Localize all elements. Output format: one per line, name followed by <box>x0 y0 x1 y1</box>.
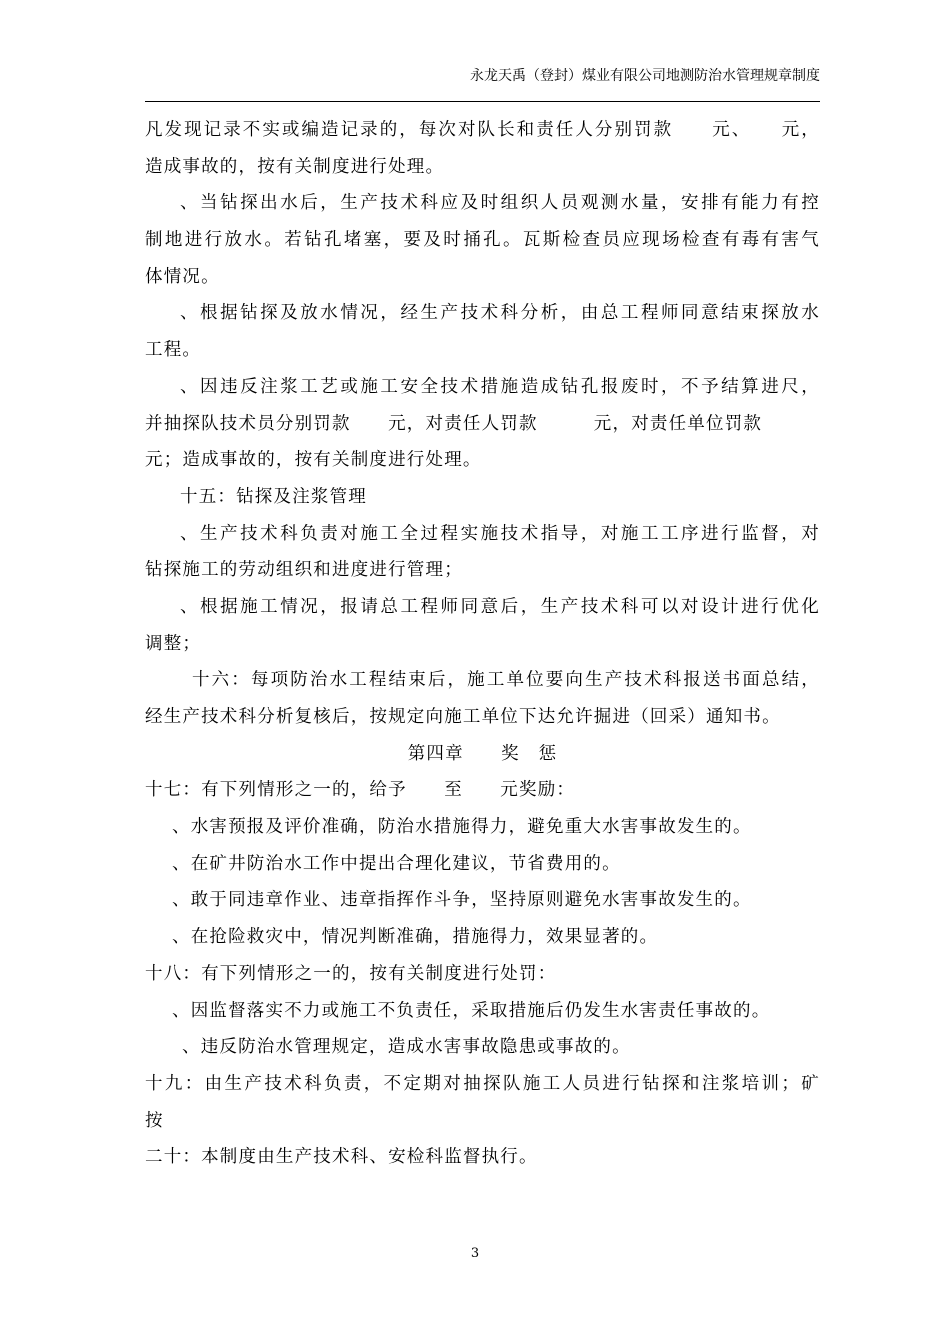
text-line: 十五：钻探及注浆管理 <box>180 486 367 507</box>
text-line: 、敢于同违章作业、违章指挥作斗争，坚持原则避免水害事故发生的。 <box>172 890 752 911</box>
header-divider <box>145 101 820 102</box>
text-line: 、因监督落实不力或施工不负责任，采取措施后仍发生水害责任事故的。 <box>172 1000 771 1021</box>
text-line: 十七：有下列情形之一的，给予 至 元奖励： <box>145 780 576 801</box>
text-line: 凡发现记录不实或编造记录的，每次对队长和责任人分别罚款 元、 元， <box>145 120 820 140</box>
text-line: 、生产技术科负责对施工全过程实施技术指导，对施工工序进行监督，对 <box>180 523 820 544</box>
text-line: 十六：每项防治水工程结束后，施工单位要向生产技术科报送书面总结， <box>192 670 820 691</box>
text-line: 、在矿井防治水工作中提出合理化建议，节省费用的。 <box>172 853 621 874</box>
text-line: 并抽探队技术员分别罚款 元，对责任人罚款 元，对责任单位罚款 <box>145 413 763 434</box>
page-number: 3 <box>470 1246 480 1261</box>
text-line: 调整； <box>145 633 202 654</box>
text-line: 第四章 奖 惩 <box>407 743 558 764</box>
document-body <box>145 112 820 1176</box>
text-line: 、根据施工情况，报请总工程师同意后，生产技术科可以对设计进行优化 <box>180 596 820 617</box>
text-line: 按 <box>145 1110 164 1131</box>
text-line: 二十：本制度由生产技术科、安检科监督执行。 <box>145 1147 538 1168</box>
text-line: 制地进行放水。若钻孔堵塞，要及时捅孔。瓦斯检查员应现场检查有毒有害气 <box>145 230 820 251</box>
text-line: 造成事故的，按有关制度进行处理。 <box>145 156 445 177</box>
text-line: 、当钻探出水后，生产技术科应及时组织人员观测水量，安排有能力有控 <box>180 193 820 214</box>
text-line: 经生产技术科分析复核后，按规定向施工单位下达允许掘进（回采）通知书。 <box>145 707 781 727</box>
text-line: 体情况。 <box>145 266 220 287</box>
text-line: 十八：有下列情形之一的，按有关制度进行处罚： <box>145 963 557 984</box>
text-line: 、因违反注浆工艺或施工安全技术措施造成钻孔报废时，不予结算进尺， <box>180 376 820 397</box>
text-line: 元；造成事故的，按有关制度进行处理。 <box>145 450 482 471</box>
text-line: 、在抢险救灾中，情况判断准确，措施得力，效果显著的。 <box>172 927 659 948</box>
text-line: 工程。 <box>145 340 202 361</box>
text-line: 、违反防治水管理规定，造成水害事故隐患或事故的。 <box>182 1037 631 1058</box>
text-line: 、根据钻探及放水情况，经生产技术科分析，由总工程师同意结束探放水 <box>180 303 820 324</box>
text-line: 十九：由生产技术科负责，不定期对抽探队施工人员进行钻探和注浆培训；矿 <box>145 1073 820 1094</box>
text-line: 钻探施工的劳动组织和进度进行管理； <box>145 560 463 581</box>
text-line: 、水害预报及评价准确，防治水措施得力，避免重大水害事故发生的。 <box>172 817 752 838</box>
running-header: 永龙天禹（登封）煤业有限公司地测防治水管理规章制度 <box>470 68 820 84</box>
